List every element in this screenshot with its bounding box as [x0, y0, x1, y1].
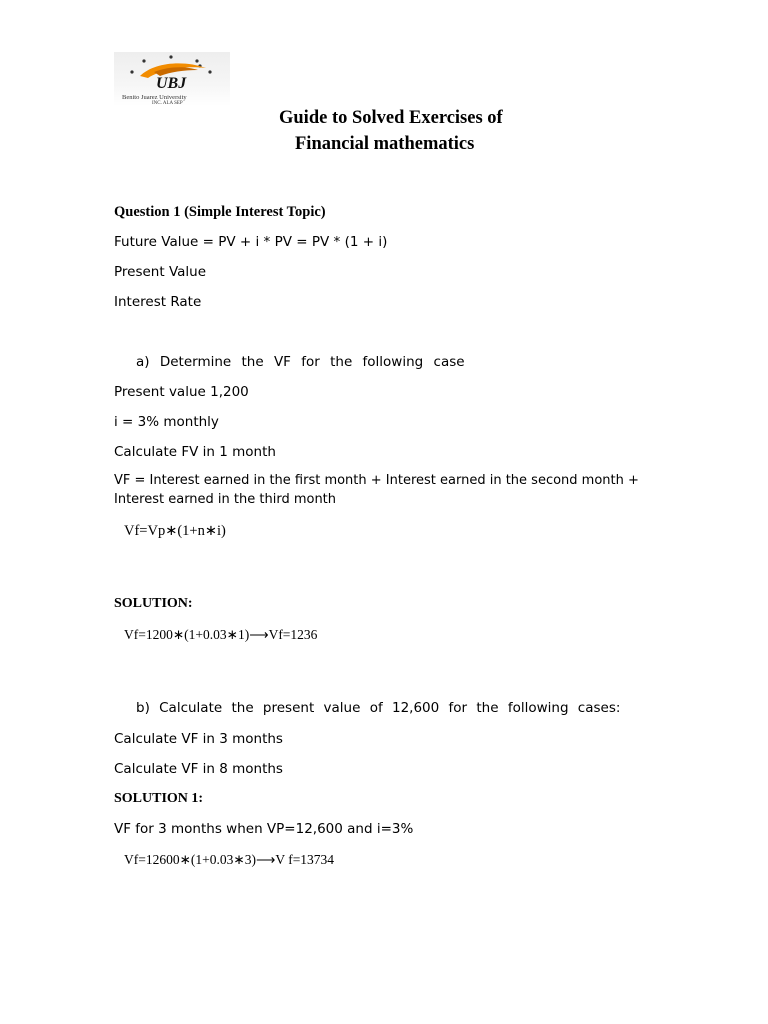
question-heading: Question 1 (Simple Interest Topic): [114, 204, 326, 220]
part-a-present-value: Present value 1,200: [114, 384, 249, 400]
solution-heading: SOLUTION:: [114, 596, 193, 611]
solution-formula: Vf=1200∗(1+0.03∗1)⟶Vf=1236: [124, 627, 318, 642]
part-b-3-months: Calculate VF in 3 months: [114, 731, 283, 747]
logo-subtitle: INC. ALA SEP: [152, 101, 183, 106]
part-a-rate: i = 3% monthly: [114, 414, 219, 430]
part-a-explanation-line2: Interest earned in the third month: [114, 492, 337, 507]
part-a-prompt: [136, 354, 465, 370]
page-title-line1: Guide to Solved Exercises of: [279, 108, 503, 128]
part-a-calc: Calculate FV in 1 month: [114, 444, 276, 460]
part-a-explanation-line1: VF = Interest earned in the first month + Interest earned in the second month +: [114, 473, 639, 488]
svg-text:UBJ: UBJ: [156, 75, 187, 92]
solution-1-formula: Vf=12600∗(1+0.03∗3)⟶V f=13734: [124, 852, 335, 867]
part-b-prompt: b) Calculate the present value of 12,600 for the following cases:: [136, 700, 621, 716]
solution-1-heading: SOLUTION 1:: [114, 791, 204, 806]
simple-interest-formula: Vf=Vp∗(1+n∗i): [124, 523, 226, 539]
page-title-line2: Financial mathematics: [295, 134, 475, 154]
part-a-prompt-text: a) Determine the VF for the following case: [136, 354, 465, 370]
definition-interest-rate: Interest Rate: [114, 294, 202, 310]
definition-future-value: Future Value = PV + i * PV = PV * (1 + i): [114, 234, 388, 250]
part-b-8-months: Calculate VF in 8 months: [114, 761, 283, 777]
logo-university-name: Benito Juarez University: [122, 94, 187, 101]
definition-present-value: Present Value: [114, 264, 207, 280]
solution-1-text: VF for 3 months when VP=12,600 and i=3%: [114, 821, 414, 837]
university-logo: [114, 52, 230, 106]
